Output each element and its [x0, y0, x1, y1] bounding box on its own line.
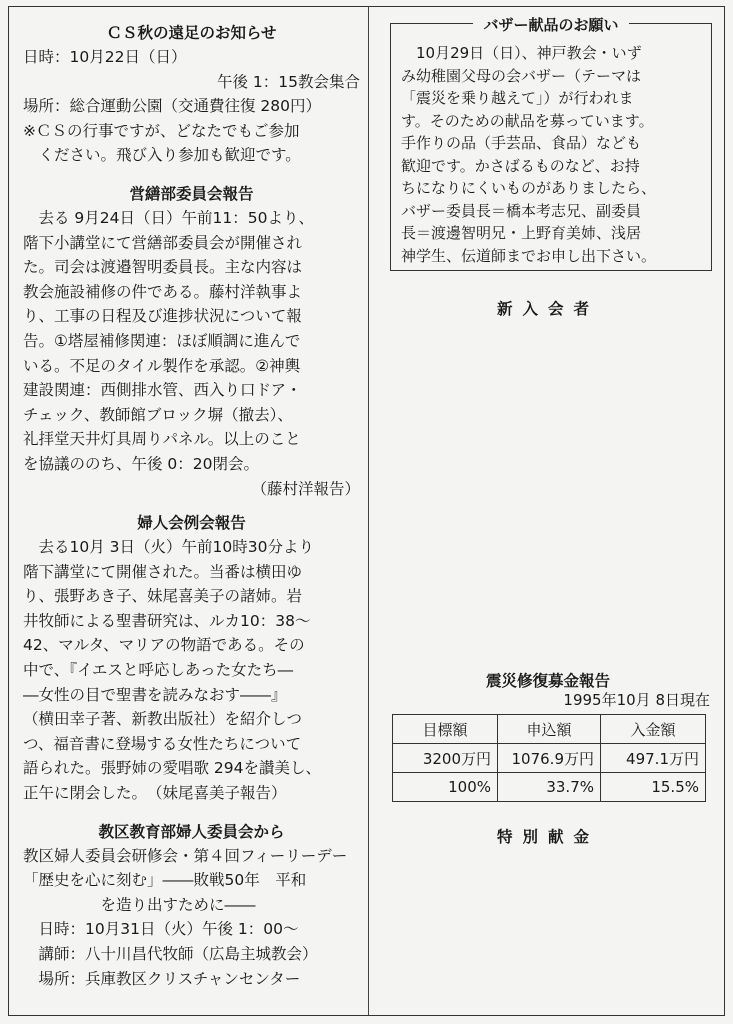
column-divider: [368, 7, 369, 1015]
womens-line: 階下講堂にて開催された。当番は横田ゆ: [23, 562, 303, 581]
district-title: 教区教育部婦人委員会から: [98, 822, 285, 841]
table-cell: 33.7%: [498, 773, 601, 802]
cs-outing-line: ※ＣＳの行事ですが、どなたでもご参加: [23, 121, 300, 140]
bazaar-line: す。そのための献品を募っています。: [401, 111, 654, 130]
womens-line: つ、福音書に登場する女性たちについて: [23, 734, 302, 753]
table-header: 入金額: [601, 715, 706, 744]
newsletter-page: [8, 6, 725, 1016]
maintenance-line: 去る 9月24日（日）午前11：50より、: [23, 208, 314, 227]
maintenance-line: 教会施設補修の件である。藤村洋執事よ: [23, 282, 303, 301]
maintenance-report: [23, 182, 360, 501]
table-header: 目標額: [393, 715, 498, 744]
district-line: 教区婦人委員会研修会・第４回フィーリーデー: [23, 846, 348, 865]
bazaar-line: 長＝渡邊智明兄・上野育美姉、浅居: [401, 224, 642, 242]
bazaar-line: み幼稚園父母の会バザー（テーマは: [401, 66, 642, 85]
special-donation-heading: 特別献金: [496, 828, 599, 846]
left-column: [9, 7, 368, 991]
maintenance-line: た。司会は渡邉智明委員長。主な内容は: [23, 258, 303, 277]
bazaar-line: バザー委員長＝橋本考志兄、副委員: [401, 201, 642, 220]
cs-outing-line: 日時：10月22日（日）: [23, 48, 187, 66]
district-line: 場所：兵庫教区クリスチャンセンター: [23, 969, 301, 988]
table-cell: 497.1万円: [601, 744, 706, 773]
maintenance-line: 建設関連：西側排水管、西入り口ドア・: [23, 381, 302, 400]
cs-outing-line: 午後 1：15教会集合: [216, 72, 360, 91]
womens-line: り、張野あき子、妹尾喜美子の諸姉。岩: [23, 587, 303, 606]
table-cell: 1076.9万円: [498, 744, 601, 773]
bazaar-line: ちになりにくいものがありましたら、: [401, 179, 657, 197]
womens-line: 42、マルタ、マリアの物語である。その: [23, 636, 305, 655]
district-line: を造り出すために――: [23, 895, 256, 914]
district-committee-notice: [23, 820, 360, 992]
district-line: 日時：10月31日（火）午後 1：00〜: [23, 920, 299, 939]
maintenance-title: 営繕部委員会報告: [129, 184, 254, 203]
bazaar-line: 手作りの品（手芸品、食品）なども: [401, 134, 642, 152]
maintenance-line: いる。不足のタイル製作を承認。②神輿: [23, 356, 301, 375]
bazaar-line: 10月29日（日）、神戸教会・いず: [401, 44, 642, 62]
womens-line: 正午に閉会した。 （妹尾喜美子報告）: [23, 784, 287, 803]
maintenance-line: 階下小講堂にて営繕部委員会が開催され: [23, 233, 303, 252]
maintenance-line: を協議ののち、午後 0：20閉会。: [23, 454, 260, 473]
table-header: 申込額: [498, 715, 601, 744]
fund-report-date: 1995年10月 8日現在: [563, 691, 710, 709]
table-cell: 100%: [393, 773, 498, 802]
district-line: 「歴史を心に刻む」――敗戦50年 平和: [23, 871, 307, 890]
womens-line: 井牧師による聖書研究は、ルカ10：38〜: [23, 611, 311, 630]
cs-outing-notice: [23, 21, 360, 168]
table-row: [393, 715, 706, 744]
table-cell: 15.5%: [601, 773, 706, 802]
womens-meeting-report: [23, 511, 360, 806]
fund-table: [392, 714, 706, 802]
district-line: 講師：八十川昌代牧師（広島主城教会）: [23, 945, 318, 963]
womens-title: 婦人会例会報告: [137, 514, 246, 533]
cs-outing-line: 場所：総合運動公園（交通費往復 280円）: [23, 97, 322, 116]
newcomers-heading: 新入会者: [496, 300, 599, 318]
bazaar-line: 神学生、伝道師までお申し出下さい。: [401, 246, 657, 265]
bazaar-title: バザー献品のお願い: [473, 16, 628, 34]
womens-line: ―女性の目で聖書を読みなおす――』: [23, 685, 287, 704]
bazaar-line: 歓迎です。かさばるものなど、お持: [401, 156, 640, 175]
fund-report-title: 震災修復募金報告: [485, 672, 610, 690]
maintenance-line: り、工事の日程及び進捗状況について報: [23, 307, 302, 326]
maintenance-line: 礼拝堂天井灯具周りパネル。以上のこと: [23, 430, 301, 449]
table-row: [393, 744, 706, 773]
womens-line: 語られた。張野姉の愛唱歌 294を讃美し、: [23, 759, 322, 778]
womens-line: 中で、『イエスと呼応しあった女たち―: [23, 661, 294, 680]
table-cell: 3200万円: [393, 744, 498, 773]
womens-line: （横田幸子著、新教出版社）を紹介しつ: [23, 710, 303, 729]
maintenance-line: 告。①塔屋補修関連：ほぼ順調に進んで: [23, 331, 301, 350]
maintenance-line: チェック、教師館ブロック塀（撤去）、: [23, 405, 293, 424]
bazaar-line: 「震災を乗り越えて」）が行われま: [401, 89, 634, 107]
maintenance-signature: （藤村洋報告）: [251, 479, 360, 498]
cs-outing-line: ください。飛び入り参加も歓迎です。: [23, 146, 301, 165]
bazaar-donation-box: [390, 16, 712, 271]
table-row: [393, 773, 706, 802]
womens-line: 去る10月 3日（火）午前10時30分より: [23, 538, 314, 557]
cs-outing-title: ＣＳ秋の遠足のお知らせ: [106, 24, 277, 42]
